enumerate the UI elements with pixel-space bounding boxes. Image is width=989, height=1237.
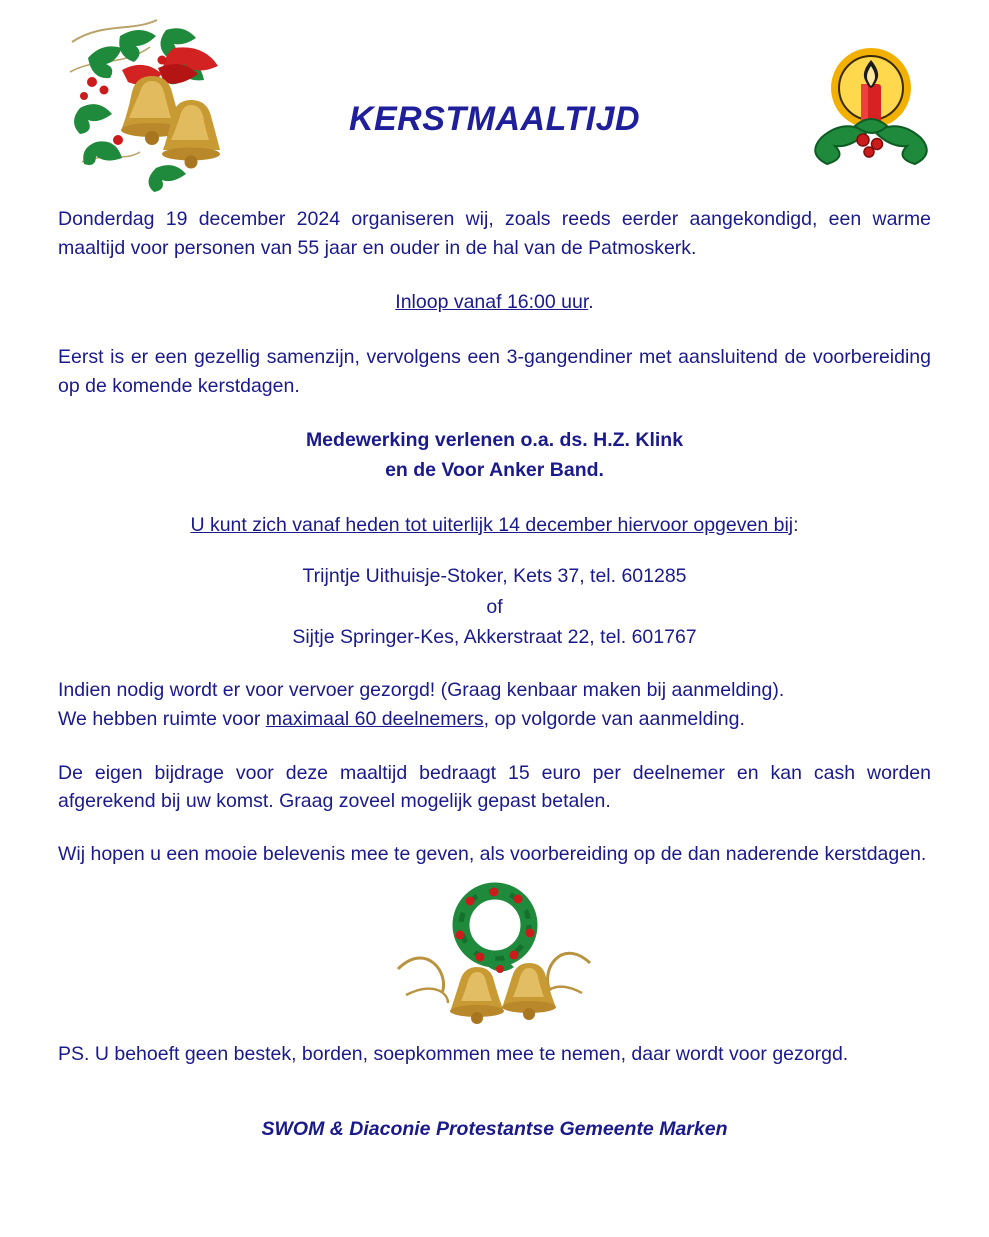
inloop-underlined-text: Inloop vanaf 16:00 uur <box>395 291 589 314</box>
contact-secondary: Sijtje Springer-Kes, Akkerstraat 22, tel. 601767 <box>292 625 697 648</box>
signature-line: SWOM & Diaconie Protestantse Gemeente Marken <box>261 1117 728 1140</box>
paragraph-postscript: PS. U behoeft geen bestek, borden, soepkommen mee te nemen, daar wordt voor gezorgd. <box>58 1042 849 1065</box>
contact-primary: Trijntje Uithuisje-Stoker, Kets 37, tel. 601285 <box>302 565 687 588</box>
capacity-underlined-text: maximaal 60 deelnemers <box>265 708 484 731</box>
paragraph-intro: Donderdag 19 december 2024 organiseren wij, zoals reeds eerder aangekondigd, een warme maaltijd voor personen van 55 jaar en ouder in de hal van de Patmoskerk. <box>58 208 931 259</box>
capacity-suffix: , op volgorde van aanmelding. <box>483 708 745 731</box>
paragraph-inloop <box>58 288 931 317</box>
bottom-decoration <box>0 877 989 1037</box>
paragraph-transport <box>58 676 931 735</box>
paragraph-contribution: De eigen bijdrage voor deze maaltijd bedraagt 15 euro per deelnemer en kan cash worden afgerekend bij uw komst. Graag zoveel mogelijk gepast betalen. <box>58 761 931 813</box>
medewerking-line-2: en de Voor Anker Band. <box>385 458 604 481</box>
inloop-period: . <box>588 291 594 314</box>
contact-separator: of <box>486 595 503 618</box>
signup-colon: : <box>793 513 799 536</box>
flyer-header <box>0 0 989 205</box>
capacity-prefix: We hebben ruimte voor <box>58 708 266 731</box>
christmas-candle-holly-icon <box>801 40 941 170</box>
capacity-line <box>58 705 931 734</box>
signup-underlined-text: U kunt zich vanaf heden tot uiterlijk 14 december hiervoor opgeven bij <box>190 513 794 536</box>
christmas-wreath-bells-icon <box>390 877 600 1027</box>
page-title: KERSTMAALTIJD <box>348 100 641 138</box>
paragraph-programme: Eerst is er een gezellig samenzijn, vervolgens een 3-gangendiner met aansluitend de voorbereiding op de komende kerstdagen. <box>58 345 931 397</box>
paragraph-signup <box>58 511 931 540</box>
transport-line: Indien nodig wordt er voor vervoer gezorgd! (Graag kenbaar maken bij aanmelding). <box>58 679 785 702</box>
flyer-body <box>0 205 989 869</box>
paragraph-closing: Wij hopen u een mooie belevenis mee te geven, als voorbereiding op de dan naderende kerstdagen. <box>58 842 927 865</box>
contact-list <box>58 561 931 652</box>
paragraph-medewerking <box>58 426 931 485</box>
medewerking-line-1: Medewerking verlenen o.a. ds. H.Z. Klink <box>305 429 684 452</box>
